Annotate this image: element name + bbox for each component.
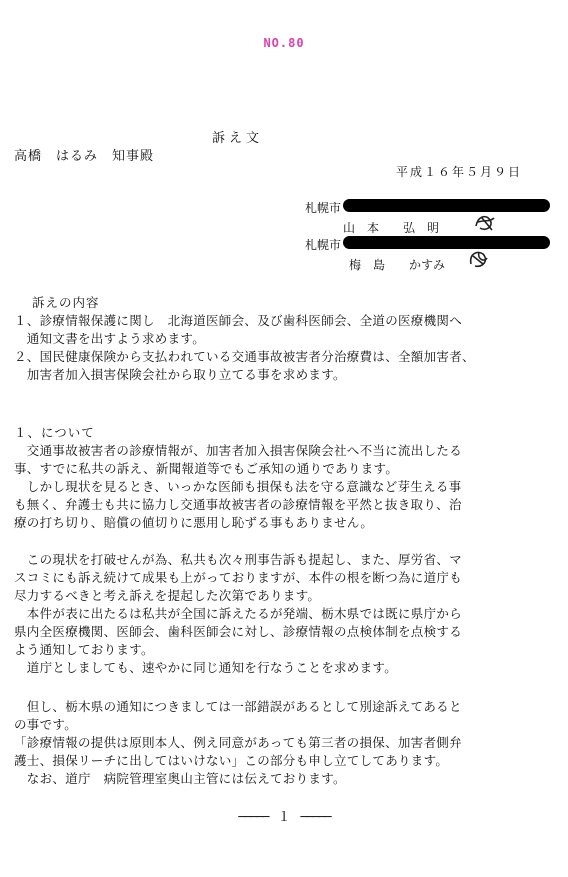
body-line: 事、すでに私共の訴え、新聞報道等でもご承知の通りであります。 xyxy=(14,461,399,476)
demand-1-line: 通知文書を出すよう求めます。 xyxy=(14,331,206,346)
sender-1-name: 山 本 弘 明 xyxy=(343,221,440,235)
demand-1-line: １、診療情報保護に関し 北海道医師会、及び歯科医師会、全道の医療機関へ xyxy=(14,313,463,328)
page-number xyxy=(0,806,568,825)
body-line: の事です。 xyxy=(14,717,78,732)
demands-heading: 訴えの内容 xyxy=(32,295,100,310)
body-line: 道庁としましても、速やかに同じ通知を行なうことを求めます。 xyxy=(14,660,398,675)
section-1-heading: １、について xyxy=(14,425,95,440)
personal-seal-icon xyxy=(465,248,491,270)
body-line: も無く、弁護士も共に協力し交通事故被害者の診療情報を平然と抜き取り、治 xyxy=(14,497,462,512)
sender-2-city: 札幌市 xyxy=(305,238,342,252)
demand-2-line: ２、国民健康保険から支払われている交通事故被害者分治療費は、全額加害者、 xyxy=(14,349,475,364)
body-line: この現状を打破せんが為、私共も次々刑事告訴も提起し、また、厚労省、マ xyxy=(14,552,463,567)
document-date: 平成１６年５月９日 xyxy=(396,165,523,179)
body-line: よう通知しております。 xyxy=(14,642,154,657)
redaction-bar xyxy=(343,199,550,212)
body-line: しかし現状を見るとき、いっかな医師も損保も法を守る意識など芽生える事 xyxy=(14,479,462,494)
body-line: 但し、栃木県の通知につきましては一部錯誤があるとして別途訴えてあると xyxy=(14,699,462,714)
body-line: 護士、損保リーチに出してはいけない」この部分も申し立てしてあります。 xyxy=(14,753,449,768)
body-line: なお、道庁 病院管理室奥山主管には伝えております。 xyxy=(14,771,346,786)
personal-seal-icon xyxy=(472,212,498,234)
document-number: NO.80 xyxy=(263,36,305,50)
body-line: 療の打ち切り、賠償の値切りに悪用し恥ずる事もありません。 xyxy=(14,515,374,530)
body-line: 「診療情報の提供は原則本人、例え同意があっても第三者の損保、加害者側弁 xyxy=(14,735,462,750)
sender-2-name: 梅 島 かすみ xyxy=(349,258,446,272)
page-number-value: １ xyxy=(277,810,291,825)
body-line: 本件が表に出たるは私共が全国に訴えたるが発端、栃木県では既に県庁から xyxy=(14,606,463,621)
body-line: 尽力するべきと考え訴えを提起した次第であります。 xyxy=(14,588,321,603)
sender-1-city: 札幌市 xyxy=(305,201,342,215)
body-line: スコミにも訴え続けて成果も上がっておりますが、本件の根を断つ為に道庁も xyxy=(14,570,463,585)
document-title: 訴え文 xyxy=(212,131,264,146)
redaction-bar xyxy=(343,236,550,249)
body-line: 交通事故被害者の診療情報が、加害者加入損害保険会社へ不当に流出したる xyxy=(14,443,463,458)
demand-2-line: 加害者加入損害保険会社から取り立てる事を求めます。 xyxy=(14,367,346,382)
addressee: 高橋 はるみ 知事殿 xyxy=(14,149,155,164)
body-line: 県内全医療機関、医師会、歯科医師会に対し、診療情報の点検体制を点検する xyxy=(14,624,463,639)
